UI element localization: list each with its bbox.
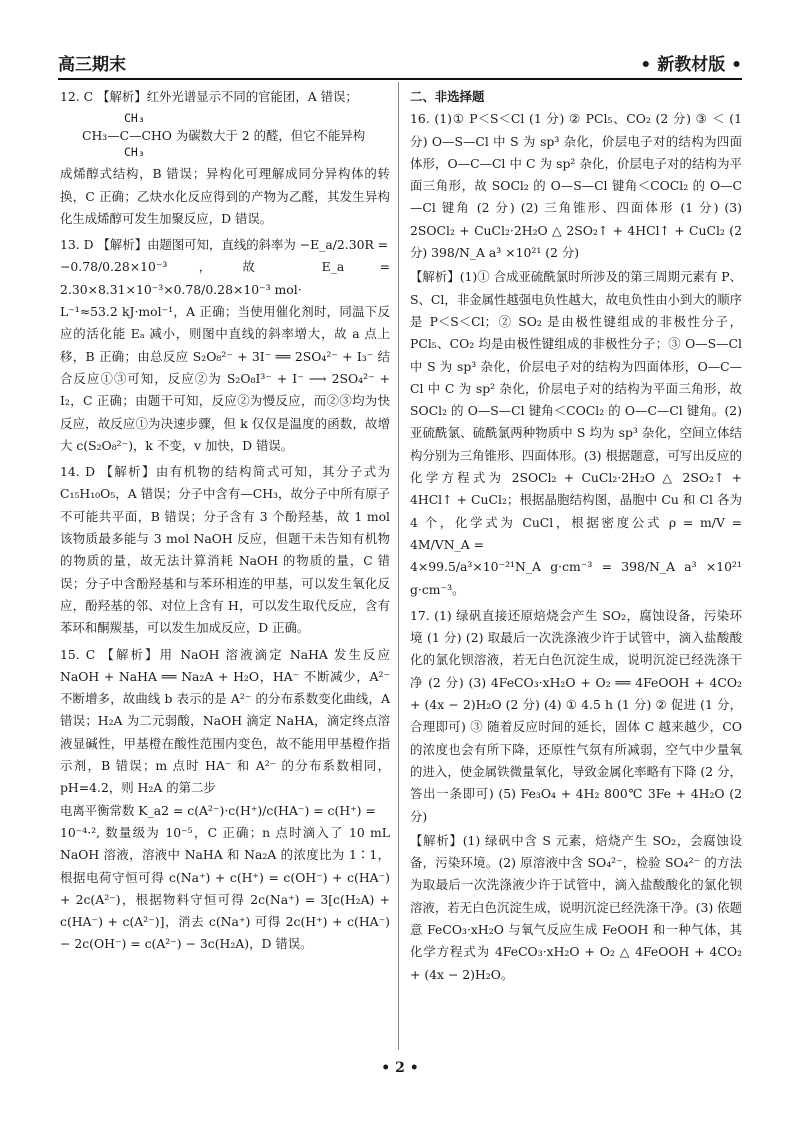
header-title: 高三期末: [58, 55, 126, 75]
q15-formula: 电离平衡常数 K_a2 = c(A²⁻)·c(H⁺)/c(HA⁻) = c(H⁺) =: [60, 802, 376, 818]
q15-answer: 15. C 【解析】用 NaOH 溶液滴定 NaHA 发生反应 NaOH + NaHA ══ Na₂A + H₂O，HA⁻ 不断减少，A²⁻ 不断增多，故曲线 b 表示的是 A²⁻ 的分布系数变化曲线，A 错误；H₂A 为二元弱酸，NaOH 滴定 NaHA，滴定终点溶液显碱性，甲基橙在酸性范围内变色，故不能用甲基橙作指示剂，B 错误；m 点时 HA⁻ 和 A²⁻ 的分布系数相同，pH=4.2，则 H₂A 的第二步: [60, 646, 390, 796]
q16-answer: 16. (1)① P＜S＜Cl (1 分) ② PCl₅、CO₂ (2 分) ③ ＜ (1 分) O—S—Cl 中 S 为 sp³ 杂化，价层电子对的结构为四面体形，O—C—Cl 中 C 为 sp² 杂化，价层电子对的结构为平面三角形，故 SOCl₂ 的 O—S—Cl 键角＜COCl₂ 的 O—C—Cl 键角 (2 分) (2) 三角锥形、四面体形 (1 分) (3) 2SOCl₂ + CuCl₂·2H₂O △ 2SO₂↑ + 4HCl↑ + CuCl₂ (2 分) 398/N_A a³ ×10²¹ (2 分): [410, 111, 742, 261]
q12-structure-mid: CH₃—C—CHO 为碳数大于 2 的醛，但它不能异构: [82, 128, 366, 144]
q15-explanation: 10⁻⁴·², 数量级为 10⁻⁵，C 正确；n 点时滴入了 10 mL NaOH 溶液，溶液中 NaHA 和 Na₂A 的浓度比为 1∶1，根据电荷守恒可得 c(Na⁺) + c(H⁺) = c(OH⁻) + c(HA⁻) + 2c(A²⁻)，根据物料守恒可得 2c(Na⁺) = 3[c(H₂A) + c(HA⁻) + c(A²⁻)]，消去 c(Na⁺) 可得 2c(H⁺) + c(HA⁻) − 2c(OH⁻) = c(A²⁻) − 3c(H₂A)，D 错误。: [60, 824, 390, 952]
page-header: [58, 50, 742, 80]
q17-explanation: 【解析】(1) 绿矾中含 S 元素，焙烧产生 SO₂，会腐蚀设备，污染环境。(2) 原溶液中含 SO₄²⁻，检验 SO₄²⁻ 的方法为取最后一次洗涤液少许于试管中，滴入盐酸酸化的氯化钡溶液，若无白色沉淀生成，说明沉淀已经洗涤干净。(3) 依题意 FeCO₃·xH₂O 与氧气反应生成 FeOOH 和一种气体，其化学方程式为 4FeCO₃·xH₂O + O₂ △ 4FeOOH + 4CO₂ + (4x − 2)H₂O。: [410, 832, 742, 982]
q13-formula: −0.78/0.28×10⁻³，故 E_a = 2.30×8.31×10⁻³×0.78/0.28×10⁻³ mol·: [60, 259, 390, 297]
page-number: • 2 •: [381, 1060, 419, 1076]
q12-structure-bot: CH₃: [124, 145, 145, 160]
q12-structure: [82, 110, 390, 161]
right-column: [410, 86, 742, 986]
q17-answer: 17. (1) 绿矾直接还原焙烧会产生 SO₂，腐蚀设备，污染环境 (1 分) (2) 取最后一次洗涤液少许于试管中，滴入盐酸酸化的氯化钡溶液，若无白色沉淀生成，说明沉淀已经洗涤干净 (2 分) (3) 4FeCO₃·xH₂O + O₂ ══ 4FeOOH + 4CO₂ + (4x − 2)H₂O (2 分) (4) ① 4.5 h (1 分) ② 促进 (1 分，合理即可) ③ 随着反应时间的延长，固体 C 越来越少，CO 的浓度也会有所下降，还原性气氛有所减弱，空气中少量氧的进入，使金属铁微量氧化，导致金属化率略有下降 (2 分，答出一条即可) (5) Fe₃O₄ + 4H₂ 800℃ 3Fe + 4H₂O (2 分): [410, 607, 742, 824]
q12-answer: 12. C 【解析】红外光谱显示不同的官能团，A 错误；: [60, 89, 358, 104]
q13-explanation: L⁻¹≈53.2 kJ·mol⁻¹，A 正确；当使用催化剂时，同温下反应的活化能 Eₐ 减小，则图中直线的斜率增大，故 a 点上移，B 正确；由总反应 S₂O₈²⁻ + 3I⁻ ══ 2SO₄²⁻ + I₃⁻ 结合反应①③可知，反应②为 S₂O₈I³⁻ + I⁻ ⟶ 2SO₄²⁻ + I₂，C 正确；由题干可知，反应②为慢反应，而②③均为快反应，故反应①为决速步骤，但 k 仅仅是温度的函数，故增大 c(S₂O₈²⁻)，k 不变，v 加快，D 错误。: [60, 304, 390, 453]
q14-answer: 14. D 【解析】由有机物的结构简式可知，其分子式为 C₁₅H₁₀O₅，A 错误；分子中含有—CH₃，故分子中所有原子不可能共平面，B 错误；分子含有 3 个酚羟基，故 1 mol 该物质最多能与 3 mol NaOH 反应，但题干未告知有机物的物质的量，故无法计算消耗 NaOH 的物质的量，C 错误；分子中含酚羟基和与苯环相连的甲基，可以发生氧化反应，酚羟基的邻、对位上含有 H，可以发生取代反应，含有苯环和酮羰基，可以发生加成反应，D 正确。: [60, 464, 390, 636]
column-divider: [398, 82, 399, 1050]
left-column: [60, 86, 390, 956]
q16-explanation: 【解析】(1)① 合成亚硫酰氯时所涉及的第三周期元素有 P、S、Cl，非金属性越强电负性越大，故电负性由小到大的顺序是 P＜S＜Cl；② SO₂ 是由极性键组成的非极性分子，PCl₅、CO₂ 均是由极性键组成的非极性分子；③ O—S—Cl 中 S 为 sp³ 杂化，价层电子对的结构为四面体形，O—C—Cl 中 C 为 sp² 杂化，价层电子对的结构为平面三角形，故 SOCl₂ 的 O—S—Cl 键角＜COCl₂ 的 O—C—Cl 键角。(2) 亚硫酰氯、硫酰氯两种物质中 S 均为 sp³ 杂化，空间立体结构分别为三角锥形、四面体形。(3) 根据题意，可写出反应的化学方程式为 2SOCl₂ + CuCl₂·2H₂O △ 2SO₂↑ + 4HCl↑ + CuCl₂；根据晶胞结构图，晶胞中 Cu 和 Cl 各为 4 个，化学式为 CuCl，根据密度公式 ρ = m/V = 4M/VN_A =: [410, 269, 742, 552]
q12-explanation: 成烯醇式结构，B 错误；异构化可理解成同分异构体的转换，C 正确；乙炔水化反应得到的产物为乙醛，其发生异构化生成烯醇可发生加聚反应，D 错误。: [60, 166, 390, 226]
section-title: 二、非选择题: [410, 89, 485, 104]
q12-structure-top: CH₃: [124, 111, 145, 126]
q13-answer: 13. D 【解析】由题图可知，直线的斜率为 −E_a/2.30R =: [60, 237, 389, 253]
q16-density: 4×99.5/a³×10⁻²¹N_A g·cm⁻³ = 398/N_A a³ ×10²¹ g·cm⁻³。: [410, 559, 742, 597]
header-edition: • 新教材版 •: [640, 55, 742, 75]
